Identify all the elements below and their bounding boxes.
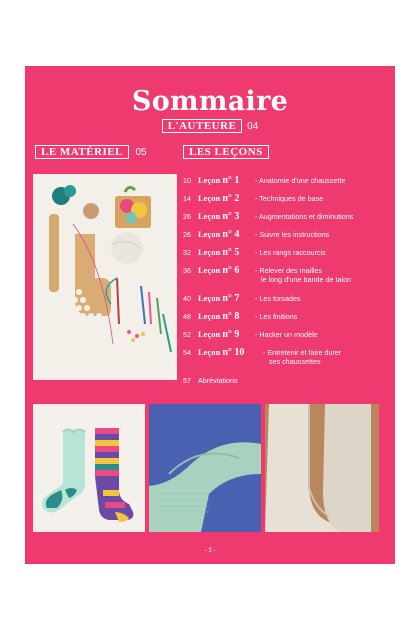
author-entry[interactable]: [25, 119, 395, 133]
toc-page: 52: [183, 330, 191, 339]
author-page: 04: [247, 121, 259, 132]
toc-desc: - Relever des mailles le long d'une bande de talon: [255, 266, 352, 284]
materiel-page: 05: [135, 147, 147, 158]
sock-closeup-photo: [265, 404, 379, 532]
contents-page: [25, 66, 395, 564]
toc-lesson: Leçon n° 2: [198, 193, 240, 204]
toc-lesson: Leçon n° 8: [198, 311, 240, 322]
toc-lesson: Leçon n° 6: [198, 265, 240, 276]
toc-page: 36: [183, 266, 191, 275]
toc-lesson: Leçon n° 10: [198, 347, 245, 358]
toc-desc: - Suivre les instructions: [255, 230, 330, 239]
toc-page: 26: [183, 212, 191, 221]
materiel-label: LE MATÉRIEL: [35, 145, 129, 159]
toc-page: 54: [183, 348, 191, 357]
toc-lesson: Leçon n° 3: [198, 211, 240, 222]
toc-page: 48: [183, 312, 191, 321]
page-title: Sommaire: [131, 86, 289, 117]
toc-desc: - Les torsades: [255, 294, 301, 303]
toc-page: 40: [183, 294, 191, 303]
toc-desc: - Augmentations et diminutions: [255, 212, 354, 221]
materiel-entry[interactable]: [35, 142, 147, 160]
heel-detail-photo: [149, 404, 261, 532]
materials-photo: [33, 174, 177, 380]
toc-lesson: Leçon n° 9: [198, 329, 240, 340]
toc-page: 14: [183, 194, 191, 203]
lecons-heading: [183, 142, 269, 160]
toc-desc: - Entretenir et faire durer ses chaussettes: [263, 348, 342, 366]
toc-page: 26: [183, 230, 191, 239]
toc-lesson: Leçon n° 7: [198, 293, 240, 304]
page-number: - 3 -: [204, 548, 216, 554]
toc-lesson: Leçon n° 4: [198, 229, 240, 240]
toc-desc: Abréviations: [198, 376, 238, 385]
author-label: L'AUTEURE: [162, 119, 243, 133]
toc-page: 57: [183, 376, 191, 385]
toc-page: 10: [183, 176, 191, 185]
toc-lesson: Leçon n° 1: [198, 175, 240, 186]
toc-desc: - Techniques de base: [255, 194, 324, 203]
toc-page: 32: [183, 248, 191, 257]
toc-lesson: Leçon n° 5: [198, 247, 240, 258]
toc-desc: - Les finitions: [255, 312, 298, 321]
toc-desc: - Anatomie d'une chaussette: [255, 176, 346, 185]
toc-desc: - Hacker un modèle: [255, 330, 318, 339]
toc-desc: - Les rangs raccourcis: [255, 248, 326, 257]
socks-photo: [33, 404, 145, 532]
lecons-label: LES LEÇONS: [183, 145, 269, 159]
